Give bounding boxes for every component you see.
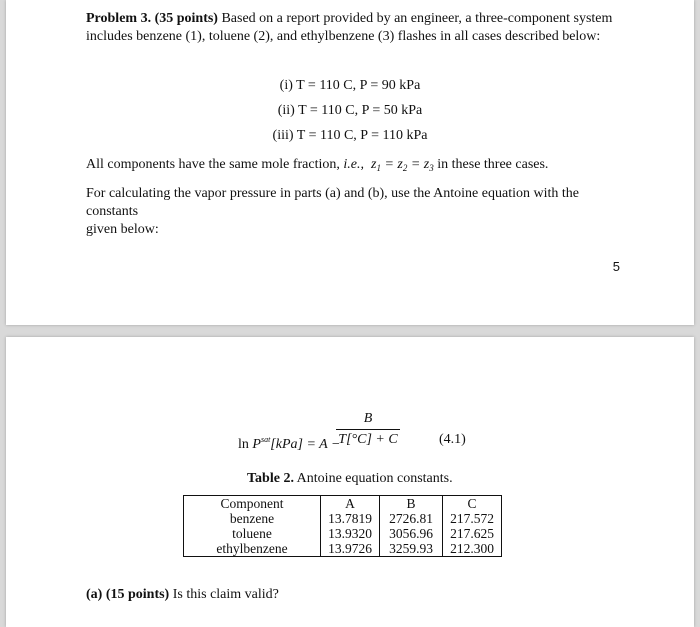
part-a-question: (a) (15 points) Is this claim valid? bbox=[86, 587, 279, 602]
mole-fraction-equation: $z_1 = z_2 = z_3$ bbox=[367, 157, 434, 173]
vapor-pressure-instruction: For calculating the vapor pressure in parts (a) and (b), use the Antoine equation with the constants given below: bbox=[86, 186, 579, 237]
equation-lhs: $\ln P^{sat}[kPa] = A$ − bbox=[238, 435, 341, 452]
page-1 bbox=[6, 0, 694, 325]
header-component: Component bbox=[184, 496, 321, 512]
problem-intro bbox=[86, 10, 626, 46]
case-1: (i) T = 110 C, P = 90 kPa bbox=[279, 78, 421, 93]
problem-heading: Problem 3. (35 points) bbox=[86, 11, 218, 26]
mole-fraction-line: All components have the same mole fraction, i.e., $z_1 = z_2 = z_3$ in these three cases. bbox=[86, 157, 549, 173]
intro-line-1: Based on a report provided by an engineer, a three-component system bbox=[217, 11, 613, 26]
table-header-row bbox=[184, 496, 502, 512]
equation-denominator: T[°C] + C bbox=[338, 432, 398, 447]
header-b: B bbox=[380, 496, 443, 512]
table-row: benzene 13.7819 2726.81 217.572 bbox=[184, 511, 502, 526]
case-2: (ii) T = 110 C, P = 50 kPa bbox=[277, 103, 423, 118]
case-3: (iii) T = 110 C, P = 110 kPa bbox=[272, 128, 428, 143]
equation-numerator: B bbox=[363, 411, 373, 426]
table-row: toluene 13.9320 3056.96 217.625 bbox=[184, 526, 502, 541]
header-c: C bbox=[443, 496, 502, 512]
header-a: A bbox=[321, 496, 380, 512]
equation-number: (4.1) bbox=[439, 432, 466, 447]
antoine-constants-table bbox=[183, 495, 502, 557]
page-2 bbox=[6, 337, 694, 627]
equation-fraction bbox=[336, 411, 400, 448]
table-caption: Table 2. Antoine equation constants. bbox=[247, 471, 453, 486]
intro-line-2: includes benzene (1), toluene (2), and ethylbenzene (3) flashes in all cases described below: bbox=[86, 29, 601, 44]
table-row: ethylbenzene 13.9726 3259.93 212.300 bbox=[184, 541, 502, 557]
page-number: 5 bbox=[612, 259, 620, 274]
